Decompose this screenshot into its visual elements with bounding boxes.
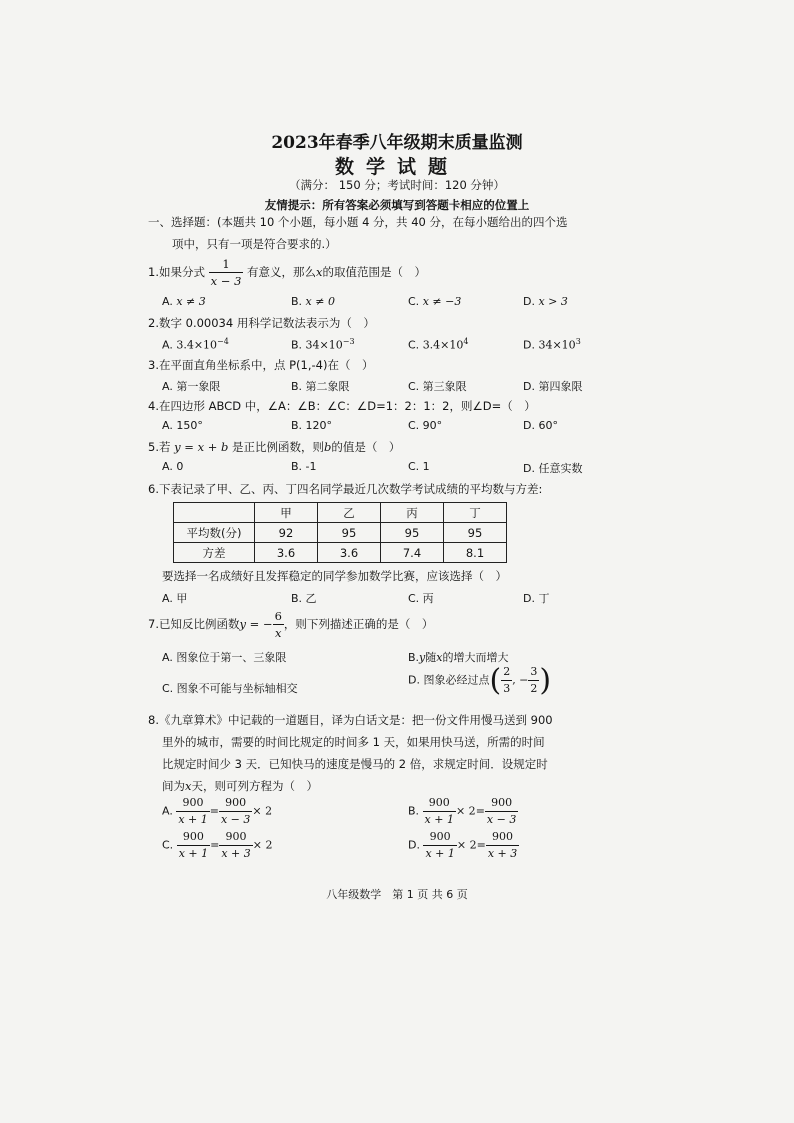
table-cell: 方差 <box>174 543 255 563</box>
q4-option-a[interactable]: A. 150° <box>162 419 203 432</box>
q7-opt-d-frac1 <box>501 664 512 697</box>
question-6: 6.下表记录了甲、乙、丙、丁四名同学最近几次数学考试成绩的平均数与方差: <box>148 482 543 496</box>
q5-mid: 是正比例函数，则 <box>232 440 325 454</box>
table-header-cell: 丁 <box>444 503 507 523</box>
q8-line3: 比规定时间少 3 天．已知快马的速度是慢马的 2 倍，求规定时间．设规定时 <box>162 757 548 771</box>
q8-opt-d-label: D. <box>408 838 420 852</box>
q3-option-c[interactable]: C. 第三象限 <box>408 380 467 393</box>
q1-frac-num: 1 <box>209 256 244 273</box>
page-footer: 八年级数学 第 1 页 共 6 页 <box>326 888 468 901</box>
frac-den: x + 1 <box>178 813 208 826</box>
q2-option-b[interactable] <box>291 337 355 352</box>
q1-opt-a-label: A. <box>162 295 173 308</box>
question-3: 3.在平面直角坐标系中，点 P(1,-4)在（ ） <box>148 358 374 372</box>
friendly-tip: 友情提示：所有答案必须填写到答题卡相应的位置上 <box>264 198 530 212</box>
q2-opt-d-exp: 3 <box>575 337 581 346</box>
table-header-cell: 丙 <box>381 503 444 523</box>
q7-opt-d-d2: 2 <box>530 682 538 695</box>
q8-opt-a-label: A. <box>162 804 173 818</box>
q8-opt-a-frac1 <box>176 795 209 828</box>
q2-option-d[interactable] <box>523 337 581 352</box>
q2-opt-c-base: 3.4×10 <box>422 338 464 352</box>
exam-title: 2023年春季八年级期末质量监测 <box>271 133 523 153</box>
exam-subject: 数学试题 <box>334 156 459 178</box>
equals-sign: = <box>475 804 485 818</box>
frac-num: 900 <box>177 829 210 846</box>
question-2: 2.数字 0.00034 用科学记数法表示为（ ） <box>148 316 375 330</box>
q1-option-b[interactable] <box>291 295 335 308</box>
q3-option-a[interactable]: A. 第一象限 <box>162 380 221 393</box>
frac-num: 900 <box>176 795 209 812</box>
q2-opt-b-base: 34×10 <box>305 338 343 352</box>
q8-opt-c-frac2 <box>219 829 252 862</box>
q8-option-d[interactable] <box>408 829 519 862</box>
question-4: 4.在四边形 ABCD 中，∠A：∠B：∠C：∠D=1：2：1：2，则∠D=（ ） <box>148 399 536 413</box>
q5-post: 的值是（ ） <box>331 440 401 454</box>
right-paren: ) <box>539 663 552 698</box>
table-cell: 92 <box>255 523 318 543</box>
q8-line2: 里外的城市，需要的时间比规定的时间多 1 天，如果用快马送，所需的时间 <box>162 735 545 749</box>
q7-opt-d-d1: 3 <box>503 682 511 695</box>
q7-post: ，则下列描述正确的是（ ） <box>283 617 434 631</box>
q2-opt-d-base: 34×10 <box>538 338 576 352</box>
q7-lhs: y = − <box>239 617 273 631</box>
section-heading <box>148 211 608 255</box>
q8-line4-post: 天，则可列方程为（ ） <box>191 779 318 793</box>
q7-frac-den: x <box>274 626 282 640</box>
question-5 <box>148 439 400 455</box>
q1-post: 的取值范围是（ ） <box>322 265 427 279</box>
times-two: × 2 <box>252 804 273 818</box>
q2-option-a[interactable] <box>162 337 229 352</box>
q7-opt-b-y: y <box>419 651 426 664</box>
q8-option-a[interactable] <box>162 795 272 828</box>
frac-num: 900 <box>423 795 456 812</box>
q2-opt-d-label: D. <box>523 338 535 352</box>
frac-num: 900 <box>485 795 518 812</box>
frac-den: x + 3 <box>221 847 251 860</box>
q2-opt-c-label: C. <box>408 338 420 352</box>
q8-opt-c-frac1 <box>177 829 210 862</box>
q7-opt-b-label: B. <box>408 651 420 664</box>
q7-pre: 7.已知反比例函数 <box>148 617 240 631</box>
frac-num: 900 <box>423 829 456 846</box>
q8-opt-b-frac1 <box>423 795 456 828</box>
q7-opt-d-text: D. 图象必经过点 <box>408 673 490 687</box>
equals-sign: = <box>476 838 486 852</box>
q1-frac-den: x − 3 <box>210 274 242 288</box>
q7-option-d[interactable] <box>408 663 551 698</box>
frac-num: 900 <box>219 829 252 846</box>
table-row <box>174 543 507 563</box>
times-two: × 2 <box>456 838 477 852</box>
question-7 <box>148 608 433 641</box>
q5-option-c[interactable]: C. 1 <box>408 460 430 473</box>
question-1 <box>148 256 426 289</box>
table-cell: 8.1 <box>444 543 507 563</box>
q8-opt-d-frac1 <box>423 829 456 862</box>
times-two: × 2 <box>252 838 273 852</box>
table-cell: 7.4 <box>381 543 444 563</box>
equals-sign: = <box>209 804 219 818</box>
table-header-cell: 乙 <box>318 503 381 523</box>
q6-option-c[interactable]: C. 丙 <box>408 592 434 605</box>
q3-option-d[interactable]: D. 第四象限 <box>523 380 583 393</box>
q1-opt-c-text: x ≠ −3 <box>422 295 462 308</box>
q1-opt-c-label: C. <box>408 295 420 308</box>
q2-opt-a-label: A. <box>162 338 173 352</box>
q1-var: x <box>316 265 323 279</box>
table-cell: 平均数(分) <box>174 523 255 543</box>
frac-den: x − 3 <box>486 813 517 826</box>
q7-fraction <box>273 608 284 641</box>
q5-var: b <box>324 440 332 454</box>
q2-opt-b-label: B. <box>291 338 303 352</box>
times-two: × 2 <box>455 804 476 818</box>
q5-pre: 5.若 <box>148 440 171 454</box>
frac-num: 900 <box>486 829 519 846</box>
q1-opt-d-label: D. <box>523 295 535 308</box>
q4-option-b[interactable]: B. 120° <box>291 419 333 432</box>
q6-option-b[interactable]: B. 乙 <box>291 592 317 605</box>
frac-den: x + 3 <box>487 847 518 860</box>
q6-option-a[interactable]: A. 甲 <box>162 592 188 605</box>
q2-option-c[interactable] <box>408 337 469 352</box>
left-paren: ( <box>489 663 502 698</box>
q4-option-c[interactable]: C. 90° <box>408 419 443 432</box>
section-heading-line1: 一、选择题：(本题共 10 个小题，每小题 4 分，共 40 分，在每小题给出的四个选 <box>148 215 568 229</box>
equals-sign: = <box>210 838 220 852</box>
table-header-row <box>174 503 507 523</box>
section-heading-line2: 项中，只有一项是符合要求的.） <box>172 237 337 251</box>
q8-opt-a-frac2 <box>219 795 252 828</box>
frac-den: x + 1 <box>425 847 455 860</box>
q8-option-c[interactable] <box>162 829 272 862</box>
q1-fraction <box>209 256 244 289</box>
q5-option-b[interactable]: B. -1 <box>291 460 317 473</box>
table-cell: 3.6 <box>255 543 318 563</box>
frac-den: x + 1 <box>424 813 454 826</box>
table-header-cell: 甲 <box>255 503 318 523</box>
q8-opt-d-frac2 <box>486 829 519 862</box>
q7-frac-num: 6 <box>274 609 282 623</box>
exam-info: （满分： 150 分；考试时间：120 分钟） <box>289 178 505 192</box>
q2-opt-c-exp: 4 <box>463 337 469 346</box>
q8-opt-c-label: C. <box>162 838 174 852</box>
q6-option-d[interactable]: D. 丁 <box>523 592 550 605</box>
table-cell: 95 <box>318 523 381 543</box>
scores-table <box>173 502 507 563</box>
frac-num: 900 <box>219 795 252 812</box>
q7-option-a[interactable]: A. 图象位于第一、三象限 <box>162 651 287 664</box>
q8-opt-b-label: B. <box>408 804 420 818</box>
table-row <box>174 523 507 543</box>
q7-opt-d-n2: 3 <box>528 664 539 681</box>
q5-option-a[interactable]: A. 0 <box>162 460 184 473</box>
q8-line4-var: x <box>185 779 192 793</box>
q5-option-d[interactable]: D. 任意实数 <box>523 462 583 475</box>
q1-option-d[interactable] <box>523 295 568 308</box>
question-8 <box>148 709 618 797</box>
frac-den: x − 3 <box>220 813 251 826</box>
q7-option-c[interactable]: C. 图象不可能与坐标轴相交 <box>162 682 298 695</box>
q1-opt-d-text: x > 3 <box>538 295 568 308</box>
q8-line1: 8.《九章算术》中记载的一道题目，译为白话文是：把一份文件用慢马送到 900 <box>148 713 553 727</box>
q2-opt-a-base: 3.4×10 <box>176 338 218 352</box>
table-header-cell <box>174 503 255 523</box>
q3-option-b[interactable]: B. 第二象限 <box>291 380 350 393</box>
q8-line4-pre: 间为 <box>162 779 185 793</box>
table-cell: 3.6 <box>318 543 381 563</box>
q1-pre: 1.如果分式 <box>148 265 205 279</box>
q6-question: 要选择一名成绩好且发挥稳定的同学参加数学比赛，应该选择（ ） <box>162 569 507 583</box>
q1-option-a[interactable] <box>162 295 206 308</box>
q8-line4 <box>148 775 618 797</box>
q2-opt-b-exp: −3 <box>342 337 355 346</box>
q8-opt-b-frac2 <box>485 795 518 828</box>
q7-opt-d-frac2 <box>528 664 539 697</box>
q1-opt-b-text: x ≠ 0 <box>305 295 335 308</box>
q5-equation: y = x + b <box>174 440 229 454</box>
table-cell: 95 <box>444 523 507 543</box>
q1-option-c[interactable] <box>408 295 461 308</box>
frac-den: x + 1 <box>178 847 209 860</box>
q7-opt-b-mid: 随 <box>425 651 437 664</box>
q1-opt-b-label: B. <box>291 295 303 308</box>
table-cell: 95 <box>381 523 444 543</box>
q8-option-b[interactable] <box>408 795 518 828</box>
q7-opt-d-n1: 2 <box>501 664 512 681</box>
q2-opt-a-exp: −4 <box>217 337 229 346</box>
q7-opt-d-sep: , − <box>512 673 529 687</box>
q1-opt-a-text: x ≠ 3 <box>176 295 206 308</box>
q7-opt-b-post: 的增大而增大 <box>442 651 509 664</box>
q7-opt-b-x: x <box>436 651 443 664</box>
q4-option-d[interactable]: D. 60° <box>523 419 558 432</box>
q1-mid: 有意义，那么 <box>247 265 317 279</box>
